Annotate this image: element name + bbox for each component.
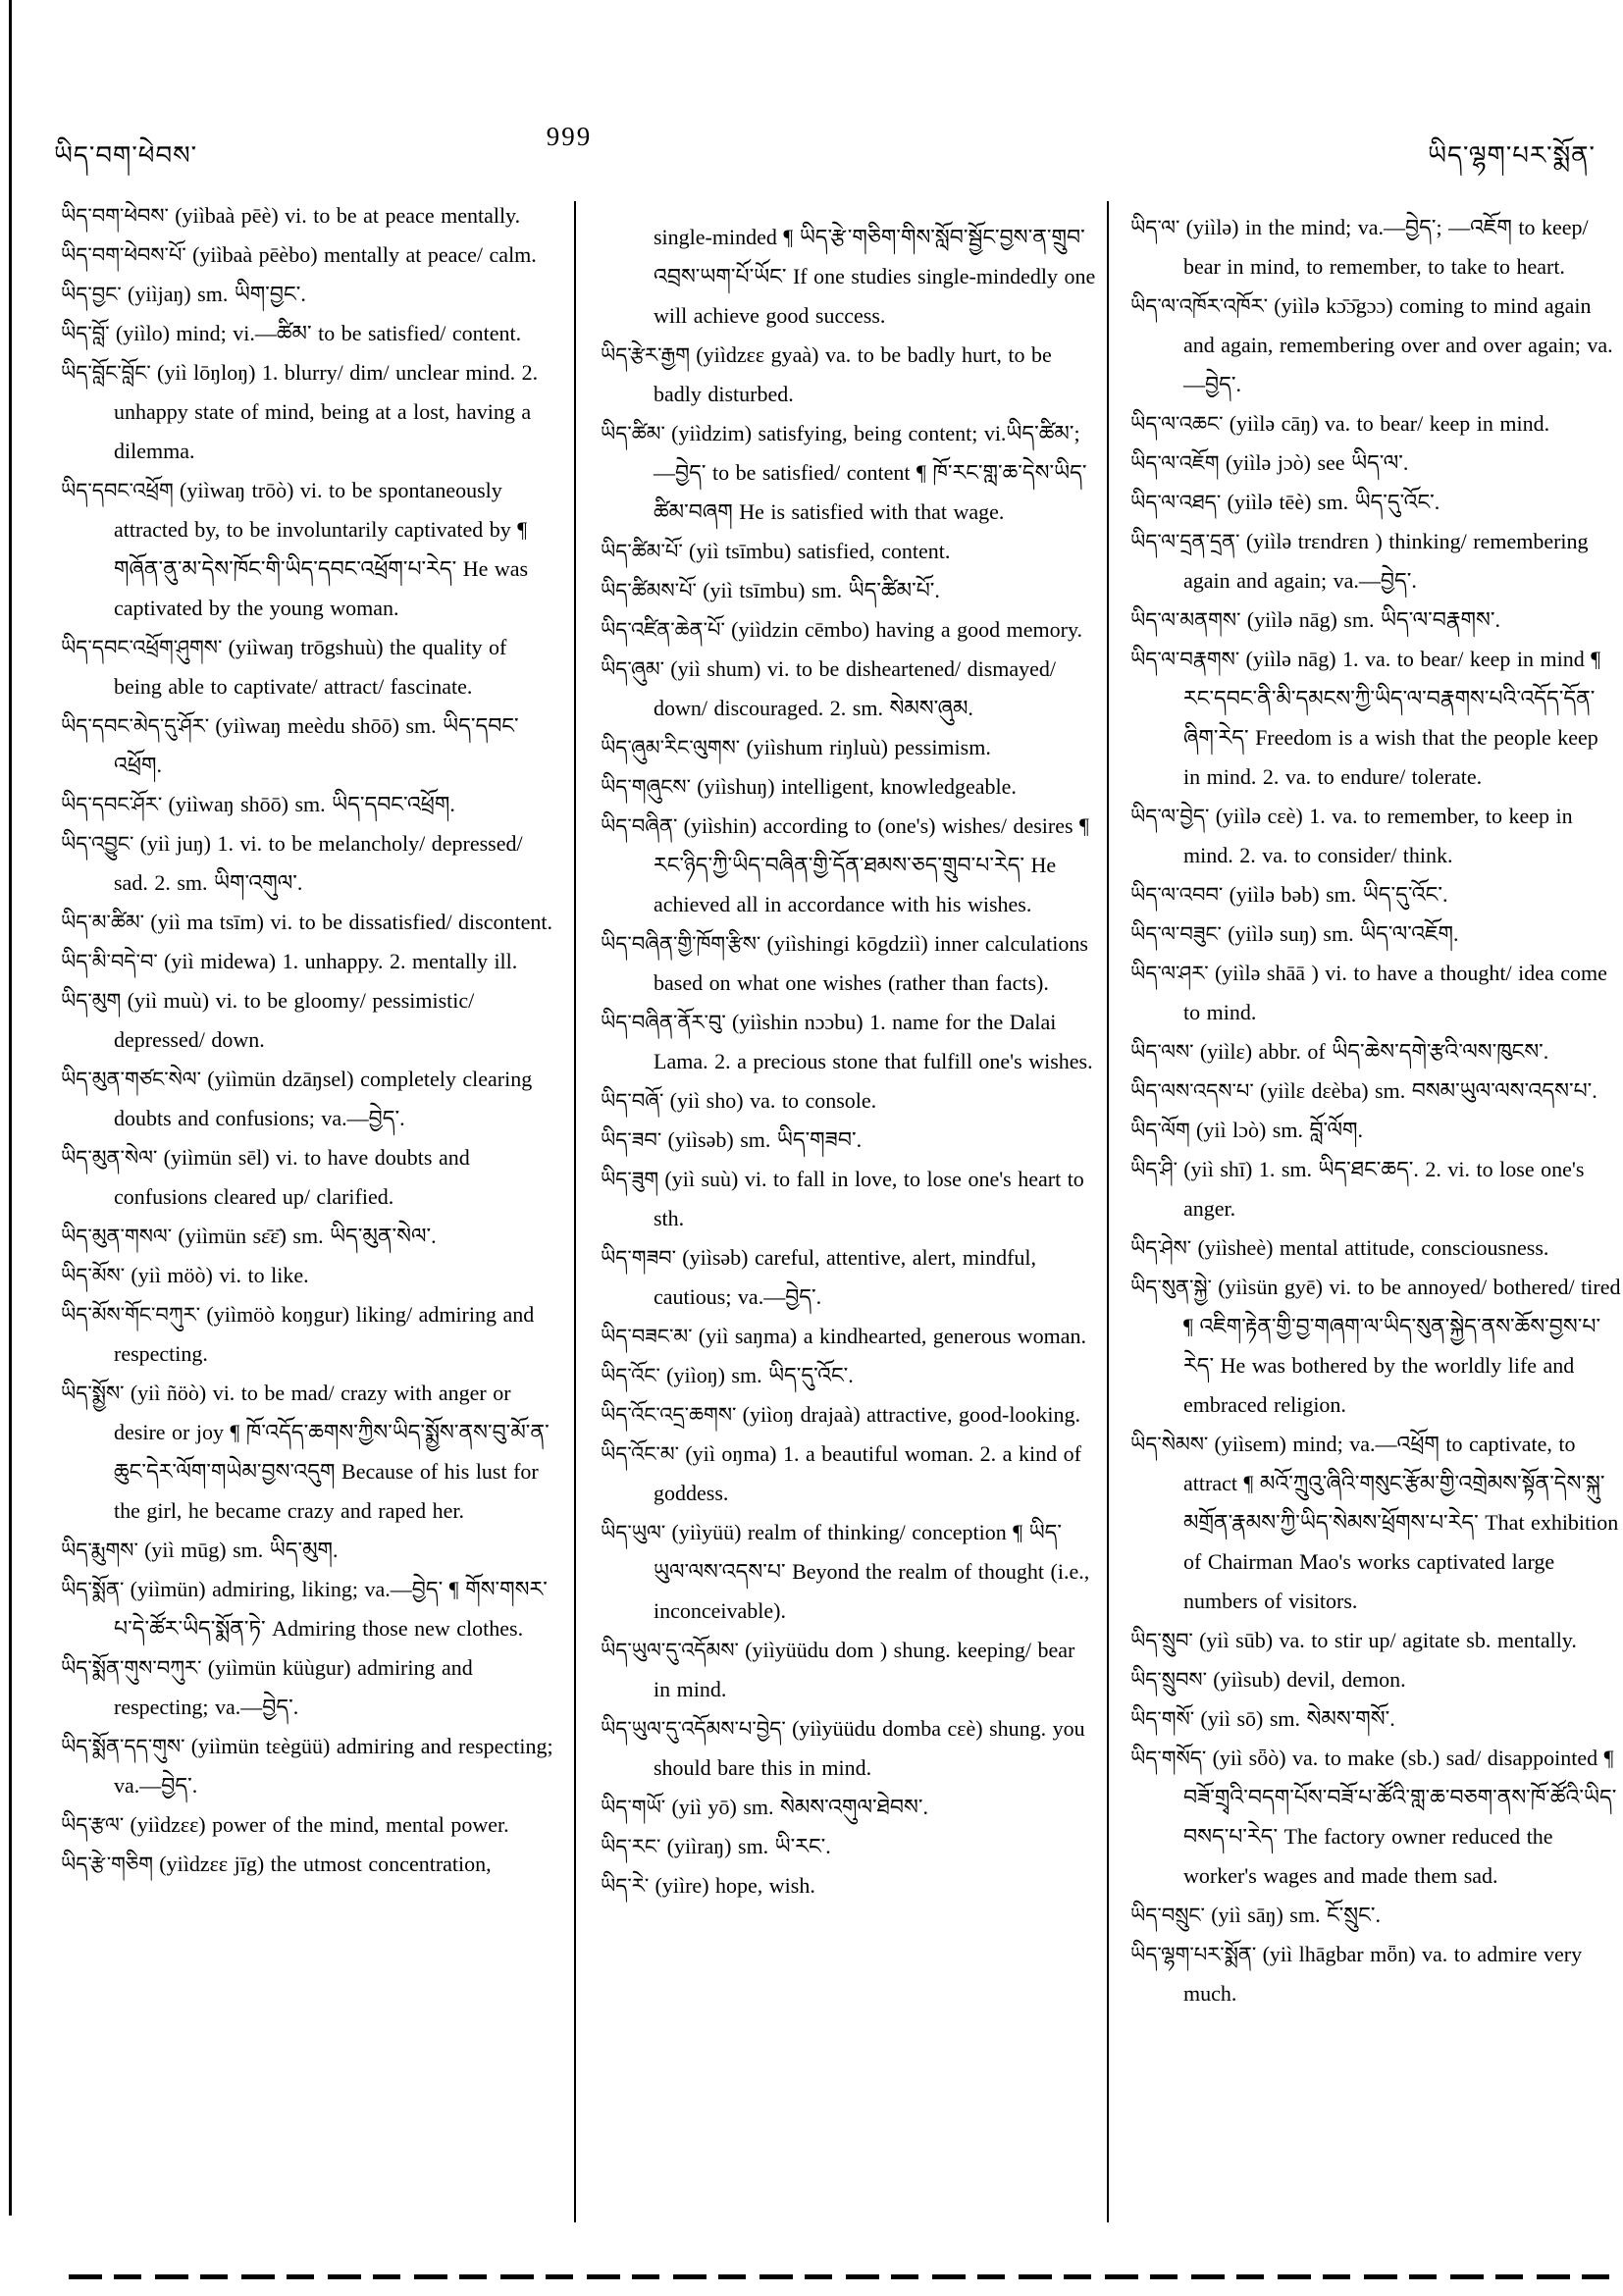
dictionary-entry — [601, 532, 1096, 571]
entry-headword-tibetan: ཡིད་འོང་མ་ — [601, 1442, 686, 1466]
entry-headword-tibetan: ཡིད་ལ་བཟུང་ — [1130, 922, 1229, 946]
entry-definition: (yiì mūg) sm. ཡིད་མུག. — [144, 1538, 339, 1562]
entry-definition: (yiìoŋ) sm. ཡིད་དུ་འོང་. — [666, 1363, 854, 1387]
entry-headword-tibetan: ཡིད་འོང་ — [601, 1364, 667, 1387]
entry-definition: (yiì sȫò) va. to make (sb.) sad/ disappointed ¶ བཟོ་གྲྭའི་བདག་པོས་བཟོ་པ་ཚོའི་གླ་ཆ་བཅག་ནས་ཁོ་ཚོའི་ཡིད་བསད་པ་རེད་ The factory owner reduced the worker's wages and made them sad. — [1183, 1746, 1617, 1888]
entry-headword-tibetan: ཡིད་ཟབ་ — [601, 1128, 668, 1152]
entry-definition: (yiì tsīmbu) satisfied, content. — [689, 539, 951, 563]
dictionary-entry — [1130, 1425, 1621, 1621]
entry-definition: (yiì sūb) va. to stir up/ agitate sb. mentally. — [1199, 1628, 1577, 1652]
entry-definition: (yiìlə cɛè) 1. va. to remember, to keep in mind. 2. va. to consider/ think. — [1183, 804, 1573, 867]
entry-definition: (yiì sō) sm. སེམས་གསོ་. — [1200, 1706, 1395, 1731]
dictionary-entry — [1130, 1660, 1621, 1699]
dictionary-entry — [601, 1238, 1096, 1317]
entry-definition: (yiìmün sɛ̄ɛ̄) sm. ཡིད་མུན་སེལ་. — [178, 1224, 437, 1248]
dictionary-entry — [601, 1081, 1096, 1121]
dictionary-entry — [61, 1845, 553, 1884]
dictionary-entry — [601, 1709, 1096, 1788]
dictionary-entry — [1130, 1071, 1621, 1111]
dictionary-entry — [61, 628, 553, 706]
page-number: 999 — [546, 122, 593, 151]
entry-definition: (yiì lɔò) sm. བློ་ལོག. — [1196, 1118, 1364, 1142]
entry-definition: (yiìmün sēl) vi. to have doubts and confusions cleared up/ clarified. — [114, 1145, 470, 1209]
entry-definition: (yiìmün) admiring, liking; va.—བྱེད་ ¶ གོས་གསར་པ་དེ་ཚོར་ཡིད་སྨོན་ཏེ་ Admiring those new clothes. — [114, 1577, 548, 1641]
dictionary-entry — [61, 1138, 553, 1217]
entry-headword-tibetan: ཡིད་གཡོ་ — [601, 1796, 672, 1819]
column-1 — [61, 196, 553, 1884]
dictionary-entry — [61, 1648, 553, 1727]
entry-headword-tibetan: ཡིད་གསོ་ — [1130, 1707, 1201, 1731]
entry-headword-tibetan: ཡིད་བག་ཕེབས་པོ་ — [61, 243, 193, 267]
dictionary-entry — [1130, 444, 1621, 483]
scan-edge-line — [9, 0, 12, 2216]
entry-definition: (yiì ma tsīm) vi. to be dissatisfied/ discontent. — [150, 910, 552, 934]
entry-headword-tibetan: ཡིད་བཟང་མ་ — [601, 1325, 699, 1348]
entry-headword-tibetan: ཡིད་མུག — [61, 989, 128, 1013]
entry-definition: (yiìshuŋ) intelligent, knowledgeable. — [697, 774, 1017, 799]
dictionary-entry — [601, 336, 1096, 414]
dictionary-entry — [1130, 522, 1621, 600]
entry-headword-tibetan: ཡིད་བག་ཕེབས་ — [61, 204, 176, 228]
entry-definition: (yiìlə nāg) 1. va. to bear/ keep in mind ¶ རང་དབང་ནི་མི་དམངས་ཀྱི་ཡིད་ལ་བརྣགས་པའི་འདོད་དོན་ཞིག་རེད་ Freedom is a wish that the people keep in mind. 2. va. to endure/ tolerate. — [1183, 647, 1601, 789]
dictionary-entry — [601, 728, 1096, 767]
entry-headword-tibetan: ཡིད་མུན་གཙང་སེལ་ — [61, 1068, 208, 1091]
entry-headword-tibetan: ཡིད་ཡུལ་དུ་འདོམས་པ་བྱེད་ — [601, 1717, 793, 1741]
entry-definition: (yiìmün tɛègüü) admiring and respecting; va.—བྱེད་. — [114, 1734, 553, 1798]
dictionary-entry — [601, 1513, 1096, 1631]
dictionary-entry — [601, 807, 1096, 924]
dictionary-entry — [61, 706, 553, 785]
entry-headword-tibetan: ཡིད་དབང་མེད་དུ་ཤོར་ — [61, 714, 216, 738]
entry-definition: (yiì shī) 1. sm. ཡིད་ཐང་ཆད་. 2. vi. to lose one's anger. — [1183, 1157, 1585, 1221]
entry-definition: (yiì shum) vi. to be disheartened/ dismayed/ down/ discouraged. 2. sm. སེམས་ཞུམ. — [654, 656, 1057, 720]
dictionary-entry — [61, 942, 553, 981]
entry-definition: (yiìlə jɔò) see ཡིད་ལ་. — [1225, 450, 1409, 475]
entry-headword-tibetan: ཡིད་ཡུལ་ — [601, 1521, 672, 1544]
entry-definition: (yiìsub) devil, demon. — [1213, 1667, 1406, 1692]
entry-definition: (yiì oŋma) 1. a beautiful woman. 2. a kind of goddess. — [654, 1441, 1081, 1505]
entry-definition: (yiìwaŋ shōō) sm. ཡིད་དབང་འཕྲོག. — [168, 792, 455, 816]
dictionary-entry — [61, 1727, 553, 1805]
entry-definition: (yiì suù) vi. to fall in love, to lose one's heart to sth. — [654, 1167, 1084, 1230]
entry-definition: (yiìwaŋ trōgshuù) the quality of being able to captivate/ attract/ fascinate. — [114, 635, 507, 699]
entry-definition: (yiìsəb) sm. ཡིད་གཟབ་. — [667, 1127, 863, 1152]
entry-definition: (yiìlə suŋ) sm. ཡིད་ལ་འཇོག. — [1228, 921, 1459, 946]
entry-headword-tibetan: ཡིད་བློང་བློང་ — [61, 361, 158, 385]
dictionary-entry — [61, 275, 553, 314]
entry-headword-tibetan: ཡིད་མུན་སེལ་ — [61, 1146, 164, 1170]
entry-definition: (yiìbaà pēè) vi. to be at peace mentally. — [175, 203, 521, 228]
entry-definition: (yiì saŋma) a kindhearted, generous woman. — [698, 1324, 1087, 1348]
entry-definition: single-minded ¶ ཡིད་རྩེ་གཅིག་གིས་སློབ་སྦྱོང་བྱས་ན་གྲུབ་འབྲས་ཡག་པོ་ཡོང་ If one studies single-mindedly one will achieve good success. — [654, 225, 1096, 328]
entry-headword-tibetan: ཡིད་དབང་འཕྲོག — [61, 479, 181, 502]
entry-definition: (yiìlo) mind; vi.—ཚིམ་ to be satisfied/ content. — [115, 321, 522, 345]
entry-definition: (yiìshin) according to (one's) wishes/ desires ¶ རང་ཉིད་ཀྱི་ཡིད་བཞིན་གྱི་དོན་ཐམས་ཅད་གྲུབ་པ་རེད་ He achieved all in accordance with his wishes. — [654, 813, 1090, 916]
dictionary-entry — [601, 1121, 1096, 1160]
dictionary-entry — [61, 196, 553, 235]
entry-definition: (yiìwaŋ trōò) vi. to be spontaneously attracted by, to be involuntarily captivated by ¶ གཞོན་ནུ་མ་དེས་ཁོང་གི་ཡིད་དབང་འཕྲོག་པ་རེད་ He was captivated by the young woman. — [114, 478, 529, 620]
scan-bottom-artifact — [69, 2274, 1623, 2279]
entry-headword-tibetan: ཡིད་སྲུབས་ — [1130, 1668, 1214, 1692]
dictionary-entry — [61, 1217, 553, 1256]
entry-headword-tibetan: ཡིད་ཞུམ་ — [601, 657, 671, 681]
entry-definition: (yiìlə nāg) sm. ཡིད་ལ་བརྣགས་. — [1246, 607, 1501, 632]
entry-definition: (yiìdzɛɛ) power of the mind, mental power. — [130, 1812, 509, 1837]
entry-definition: (yiìdzɛɛ gyaà) va. to be badly hurt, to be badly disturbed. — [654, 342, 1052, 406]
dictionary-entry — [1130, 404, 1621, 444]
entry-definition: (yiì juŋ) 1. vi. to be melancholy/ depressed/ sad. 2. sm. ཡིག་འགུལ་. — [114, 831, 523, 895]
dictionary-entry — [61, 824, 553, 903]
entry-definition: (yiìraŋ) sm. ཡི་རང་. — [666, 1834, 831, 1858]
entry-definition: (yiìlɛ dɛèba) sm. བསམ་ཡུལ་ལས་འདས་པ་. — [1260, 1078, 1597, 1103]
dictionary-entry — [601, 767, 1096, 807]
dictionary-entry — [61, 314, 553, 353]
dictionary-entry — [61, 1295, 553, 1374]
entry-headword-tibetan: ཡིད་སྨོན་ — [61, 1578, 131, 1601]
entry-headword-tibetan: ཡིད་གཞུངས་ — [601, 775, 698, 799]
entry-headword-tibetan: ཡིད་སུན་སྐྱེ་ — [1130, 1276, 1219, 1299]
dictionary-entry — [1130, 1111, 1621, 1150]
entry-headword-tibetan: ཡིད་ལ་བརྣགས་ — [1130, 648, 1246, 671]
entry-headword-tibetan: ཡིད་མུན་གསལ་ — [61, 1225, 179, 1248]
entry-definition: (yiì möò) vi. to like. — [131, 1263, 309, 1287]
dictionary-entry — [601, 414, 1096, 532]
entry-definition: (yiì midewa) 1. unhappy. 2. mentally ill. — [164, 949, 518, 973]
entry-headword-tibetan: ཡིད་བཞོ་ — [601, 1089, 670, 1113]
entry-headword-tibetan: ཡིད་ལ་འཐད་ — [1130, 491, 1228, 514]
entry-headword-tibetan: ཡིད་ལ་འབབ་ — [1130, 883, 1230, 907]
dictionary-entry — [601, 1317, 1096, 1356]
entry-definition: (yiìre) hope, wish. — [654, 1873, 815, 1898]
dictionary-entry — [601, 650, 1096, 728]
dictionary-entry — [1130, 1621, 1621, 1660]
dictionary-entry — [1130, 1935, 1621, 2013]
dictionary-entry — [61, 471, 553, 628]
dictionary-entry — [61, 1374, 553, 1531]
entry-headword-tibetan: ཡིད་ལས་ — [1130, 1040, 1200, 1064]
entry-definition: (yiìsün gyē) vi. to be annoyed/ bothered/ tired ¶ འཇིག་རྟེན་གྱི་བྱ་གཞག་ལ་ཡིད་སུན་སྐྱེད་ནས་ཆོས་བྱས་པ་རེད་ He was bothered by the worldly life and embraced religion. — [1183, 1275, 1621, 1417]
dictionary-entry — [61, 1531, 553, 1570]
entry-headword-tibetan: ཡིད་སྨོན་གུས་བཀུར་ — [61, 1656, 208, 1680]
dictionary-entry — [601, 610, 1096, 650]
dictionary-entry — [601, 1435, 1096, 1513]
dictionary-entry — [601, 1160, 1096, 1238]
entry-definition: (yiìlə) in the mind; va.—བྱེད་; —འཇོག to keep/ bear in mind, to remember, to take to heart. — [1183, 215, 1589, 279]
dictionary-entry — [1130, 1896, 1621, 1935]
entry-definition: (yiì sāŋ) sm. ངོ་སྲུང་. — [1211, 1903, 1381, 1927]
column-3 — [1130, 208, 1621, 2013]
dictionary-entry — [601, 571, 1096, 610]
running-head-left: ཡིད་བག་ཕེབས་ — [54, 141, 198, 170]
entry-headword-tibetan: ཡིད་ཚིམས་པོ་ — [601, 579, 704, 602]
entry-headword-tibetan: ཡིད་མོས་ — [61, 1264, 131, 1287]
entry-headword-tibetan: ཡིད་འབྱུང་ — [61, 832, 140, 856]
dictionary-entry — [1130, 914, 1621, 954]
entry-headword-tibetan: ཡིད་རྨུགས་ — [61, 1539, 145, 1562]
entry-definition: (yiìlɛ) abbr. of ཡིད་ཆེས་དགེ་རྩའི་ལས་ཁུངས་. — [1199, 1039, 1549, 1064]
dictionary-entry — [1130, 640, 1621, 797]
entry-definition: (yiìwaŋ meèdu shōō) sm. ཡིད་དབང་འཕྲོག. — [114, 713, 519, 777]
entry-headword-tibetan: ཡིད་མི་བདེ་བ་ — [61, 950, 165, 973]
running-head-right: ཡིད་ལྷག་པར་སྨོན་ — [1428, 141, 1596, 170]
entry-definition: (yiì yō) sm. སེམས་འགུལ་ཐེབས་. — [671, 1795, 928, 1819]
entry-definition: (yiìbaà pēèbo) mentally at peace/ calm. — [192, 242, 537, 267]
entry-definition: (yiìjaŋ) sm. ཡིག་བྱང་. — [128, 282, 306, 306]
entry-definition: (yiì ñöò) vi. to be mad/ crazy with anger or desire or joy ¶ ཁོ་འདོད་ཆགས་ཀྱིས་ཡིད་སྨྱོས་ནས་བུ་མོ་ན་ཆུང་དེར་ལོག་གཡེམ་བྱས་འདུག Because of his lust for the girl, he became crazy and raped her. — [114, 1381, 550, 1523]
entry-definition: (yiìyüüdu dom ) shung. keeping/ bear in mind. — [654, 1638, 1075, 1701]
dictionary-entry — [61, 235, 553, 275]
entry-definition: (yiìlə trɛndrɛn ) thinking/ remembering again and again; va.—བྱེད་. — [1183, 529, 1589, 593]
entry-headword-tibetan: ཡིད་ལ་འཁོར་འཁོར་ — [1130, 294, 1275, 318]
entry-headword-tibetan: ཡིད་ཤི་ — [1130, 1158, 1184, 1181]
entry-headword-tibetan: ཡིད་བློ་ — [61, 322, 116, 345]
entry-headword-tibetan: ཡིད་སྲུབ་ — [1130, 1629, 1200, 1652]
dictionary-entry — [1130, 1268, 1621, 1425]
dictionary-entry — [61, 981, 553, 1060]
entry-definition: (yiìmöò koŋgur) liking/ admiring and respecting. — [114, 1302, 535, 1366]
entry-headword-tibetan: ཡིད་བྱང་ — [61, 283, 129, 306]
dictionary-entry — [601, 1866, 1096, 1905]
column-2 — [601, 218, 1096, 1905]
entry-headword-tibetan: ཡིད་བཞིན་ — [601, 814, 684, 838]
entry-definition: (yiì muù) vi. to be gloomy/ pessimistic/ depressed/ down. — [114, 988, 475, 1052]
entry-headword-tibetan: ཡིད་རེ་ — [601, 1874, 655, 1898]
entry-headword-tibetan: ཡིད་ལ་འཆང་ — [1130, 412, 1230, 436]
entry-definition: (yiì sho) va. to console. — [669, 1088, 877, 1113]
entry-headword-tibetan: ཡིད་རྩེར་རྒྱག — [601, 343, 697, 367]
entry-headword-tibetan: ཡིད་ཞུམ་རིང་ལུགས་ — [601, 736, 747, 759]
entry-headword-tibetan: ཡིད་ཡུལ་དུ་འདོམས་ — [601, 1639, 746, 1662]
dictionary-entry — [601, 1395, 1096, 1435]
entry-headword-tibetan: ཡིད་ལོག — [1130, 1119, 1197, 1142]
entry-definition: (yiì lhāgbar mȫn) va. to admire very much. — [1183, 1942, 1583, 2006]
entry-headword-tibetan: ཡིད་ཤེས་ — [1130, 1236, 1198, 1260]
entry-headword-tibetan: ཡིད་ཚིམ་ — [601, 422, 672, 445]
dictionary-entry — [61, 903, 553, 942]
entry-definition: (yiìdzim) satisfying, being content; vi.ཡིད་ཚིམ་; —བྱེད་ to be satisfied/ content ¶ ཁོ་རང་གླ་ཆ་དེས་ཡིད་ཚིམ་བཞག He is satisfied with that wage. — [654, 421, 1087, 524]
dictionary-entry — [601, 1003, 1096, 1081]
entry-headword-tibetan: ཡིད་དབང་འཕྲོག་ཤུགས་ — [61, 636, 229, 659]
entry-definition: (yiìlə kɔ̄ɔ̄gɔɔ) coming to mind again and again, remembering over and over again; va.—བྱེད་. — [1183, 293, 1613, 396]
dictionary-entry — [601, 924, 1096, 1003]
entry-definition: (yiìyüüdu domba cɛè) shung. you should bare this in mind. — [654, 1716, 1085, 1780]
entry-headword-tibetan: ཡིད་མོས་གོང་བཀུར་ — [61, 1303, 207, 1327]
entry-headword-tibetan: ཡིད་དབང་ཤོར་ — [61, 793, 169, 816]
entry-definition: (yiìsəb) careful, attentive, alert, mindful, cautious; va.—བྱེད་. — [654, 1245, 1037, 1309]
dictionary-entry — [1130, 797, 1621, 875]
entry-headword-tibetan: ཡིད་བསྲུང་ — [1130, 1904, 1212, 1927]
entry-headword-tibetan: ཡིད་ཚིམ་པོ་ — [601, 540, 690, 563]
dictionary-entry — [1130, 287, 1621, 404]
entry-headword-tibetan: ཡིད་རང་ — [601, 1835, 667, 1858]
dictionary-entry — [1130, 954, 1621, 1032]
dictionary-entry — [1130, 1150, 1621, 1228]
entry-headword-tibetan: ཡིད་ཟུག — [601, 1168, 665, 1191]
entry-definition: (yiìmün küùgur) admiring and respecting; va.—བྱེད་. — [114, 1655, 473, 1719]
entry-definition: (yiìsheè) mental attitude, consciousness. — [1197, 1235, 1549, 1260]
dictionary-entry — [601, 1788, 1096, 1827]
entry-headword-tibetan: ཡིད་ལྷག་པར་སྨོན་ — [1130, 1943, 1263, 1966]
entry-headword-tibetan: ཡིད་གཟབ་ — [601, 1246, 683, 1270]
entry-headword-tibetan: ཡིད་རྩལ་ — [61, 1813, 131, 1837]
column-divider-1 — [574, 201, 576, 2222]
dictionary-entry — [1130, 1699, 1621, 1739]
dictionary-entry — [601, 1631, 1096, 1709]
dictionary-entry — [601, 1827, 1096, 1866]
entry-definition: (yiìshum riŋluù) pessimism. — [746, 735, 991, 759]
dictionary-entry — [601, 218, 1096, 336]
entry-definition: (yiìlə shāā ) vi. to have a thought/ idea come to mind. — [1183, 961, 1607, 1024]
entry-headword-tibetan: ཡིད་ལ་འཇོག — [1130, 451, 1226, 475]
dictionary-entry — [61, 1805, 553, 1845]
entry-definition: (yiìsem) mind; va.—འཕྲོག to captivate, to attract ¶ མའོ་ཀྲུའུ་ཞིའི་གསུང་རྩོམ་གྱི་འགྲེམས་སྟོན་དེས་སྐུ་མགྲོན་རྣམས་ཀྱི་ཡིད་སེམས་ཕྲོགས་པ་རེད་ That exhibition of Chairman Mao's works captivated large numbers of visitors. — [1183, 1432, 1619, 1613]
dictionary-entry — [1130, 875, 1621, 914]
entry-headword-tibetan: ཡིད་གསོད་ — [1130, 1747, 1213, 1770]
entry-definition: (yiìoŋ drajaà) attractive, good-looking. — [742, 1402, 1081, 1427]
entry-definition: (yiìyüü) realm of thinking/ conception ¶ ཡིད་ཡུལ་ལས་འདས་པ་ Beyond the realm of thought (i.e., inconceivable). — [654, 1520, 1090, 1623]
dictionary-entry — [1130, 208, 1621, 287]
entry-definition: (yiìdzin cēmbo) having a good memory. — [731, 617, 1083, 642]
entry-headword-tibetan: ཡིད་མ་ཚིམ་ — [61, 911, 151, 934]
dictionary-entry — [61, 1060, 553, 1138]
entry-headword-tibetan: ཡིད་འོང་འདྲ་ཆགས་ — [601, 1403, 743, 1427]
entry-definition: (yiì tsīmbu) sm. ཡིད་ཚིམ་པོ་. — [703, 578, 940, 602]
dictionary-entry — [1130, 1228, 1621, 1268]
entry-headword-tibetan: ཡིད་ལ་བྱེད་ — [1130, 805, 1216, 828]
dictionary-entry — [61, 353, 553, 471]
dictionary-entry — [1130, 600, 1621, 640]
entry-definition: (yiìshingi kōgdziì) inner calculations based on what one wishes (rather than facts). — [654, 931, 1088, 995]
dictionary-entry — [1130, 1032, 1621, 1071]
entry-headword-tibetan: ཡིད་སྨོན་དད་གུས་ — [61, 1735, 191, 1758]
entry-definition: (yiìdzɛɛ jīg) the utmost concentration, — [159, 1852, 492, 1876]
entry-headword-tibetan: ཡིད་ལ་ཤར་ — [1130, 962, 1215, 985]
dictionary-entry — [1130, 483, 1621, 522]
entry-headword-tibetan: ཡིད་འཛིན་ཆེན་པོ་ — [601, 618, 732, 642]
dictionary-entry — [1130, 1739, 1621, 1896]
entry-headword-tibetan: ཡིད་ལ་མནགས་ — [1130, 608, 1247, 632]
entry-headword-tibetan: ཡིད་སྨྱོས་ — [61, 1382, 131, 1405]
dictionary-entry — [61, 785, 553, 824]
entry-definition: (yiìlə bəb) sm. ཡིད་དུ་འོང་. — [1229, 882, 1448, 907]
dictionary-entry — [61, 1256, 553, 1295]
dictionary-entry — [601, 1356, 1096, 1395]
entry-definition: (yiìshin nɔɔbu) 1. name for the Dalai Lama. 2. a precious stone that fulfill one's wishes. — [654, 1010, 1093, 1073]
entry-headword-tibetan: ཡིད་རྩེ་གཅིག — [61, 1852, 160, 1876]
entry-definition: (yiì lōŋloŋ) 1. blurry/ dim/ unclear mind. 2. unhappy state of mind, being at a lost, having a dilemma. — [114, 360, 539, 463]
entry-headword-tibetan: ཡིད་སེམས་ — [1130, 1433, 1215, 1456]
entry-headword-tibetan: ཡིད་ལས་འདས་པ་ — [1130, 1079, 1261, 1103]
dictionary-entry — [61, 1570, 553, 1648]
entry-headword-tibetan: ཡིད་བཞིན་ནོར་བུ་ — [601, 1011, 732, 1034]
entry-definition: (yiìlə tēè) sm. ཡིད་དུ་འོང་. — [1227, 490, 1440, 514]
column-divider-2 — [1107, 201, 1109, 2222]
entry-headword-tibetan: ཡིད་ལ་ — [1130, 216, 1186, 239]
entry-headword-tibetan: ཡིད་ལ་དྲན་དྲན་ — [1130, 530, 1246, 553]
entry-definition: (yiìmün dzāŋsel) completely clearing doubts and confusions; va.—བྱེད་. — [114, 1067, 533, 1130]
entry-definition: (yiìlə cāŋ) va. to bear/ keep in mind. — [1229, 411, 1550, 436]
entry-headword-tibetan: ཡིད་བཞིན་གྱི་ཁོག་རྩིས་ — [601, 932, 767, 956]
